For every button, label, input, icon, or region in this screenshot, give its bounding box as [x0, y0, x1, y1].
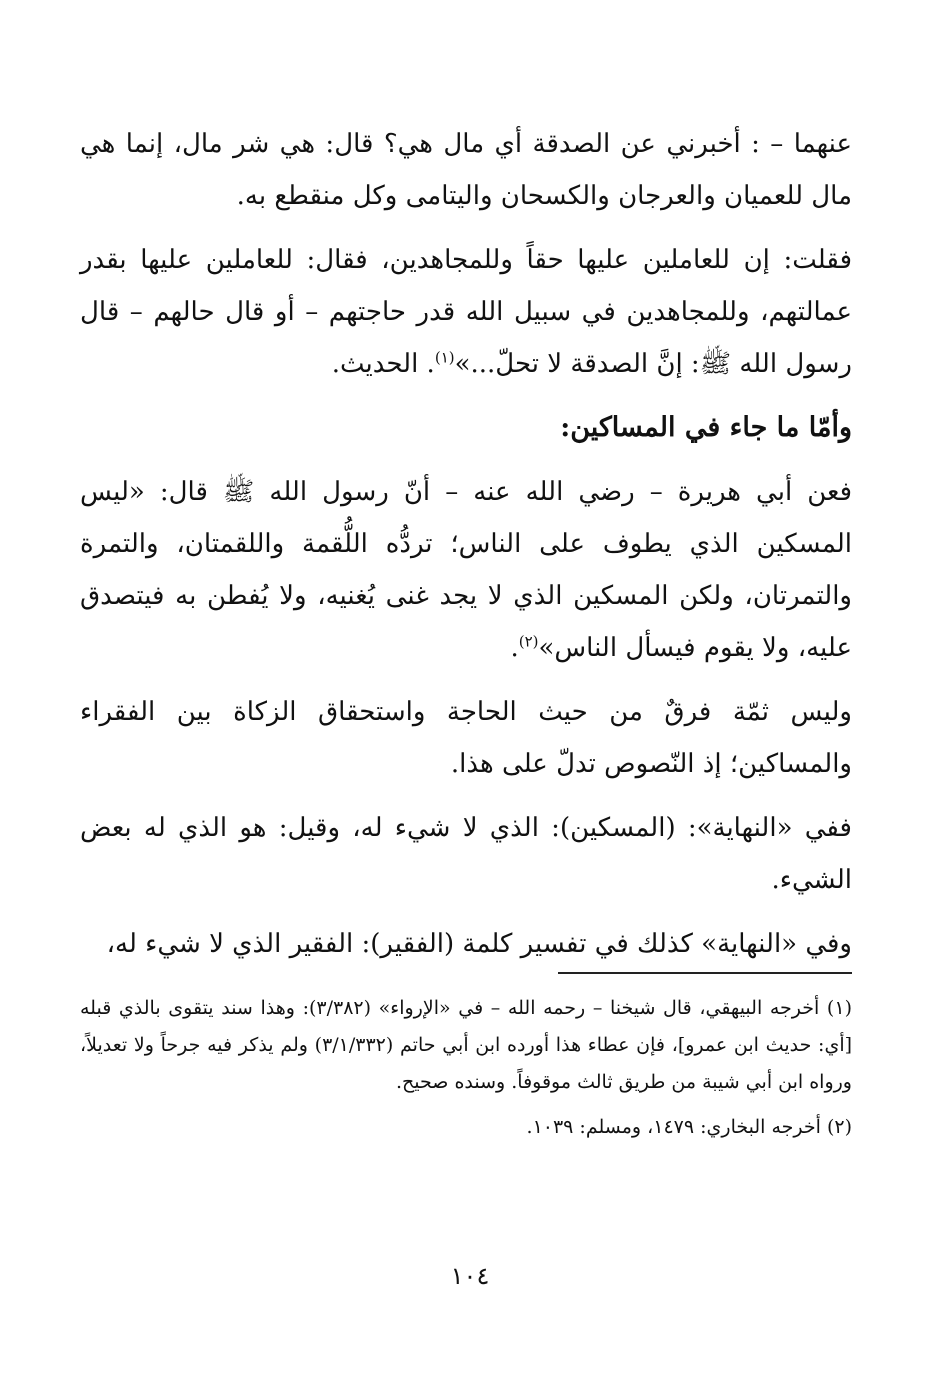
footnotes — [80, 990, 852, 1154]
footnote-2: (٢) أخرجه البخاري: ١٤٧٩، ومسلم: ١٠٣٩. — [526, 1116, 852, 1138]
paragraph-6: وفي «النهاية» كذلك في تفسير كلمة (الفقير): الفقير الذي لا شيء له، — [106, 929, 852, 959]
section-heading: وأمّا ما جاء في المساكين: — [560, 412, 852, 443]
main-text — [80, 118, 852, 982]
paragraph-3-end: . — [510, 633, 519, 663]
paragraph-3-text: فعن أبي هريرة – رضي الله عنه – أنّ رسول الله ﷺ قال: «ليس المسكين الذي يطوف على الناس؛ تردُّه اللُّقمة واللقمتان، والتمرة والتمرتان، ولكن المسكين الذي لا يجد غنى يُغنيه، ولا يُفطن به فيتصدق عليه، ولا يقوم فيسأل الناس» — [80, 477, 852, 663]
paragraph-4: وليس ثمّة فرقٌ من حيث الحاجة واستحقاق الزكاة بين الفقراء والمساكين؛ إذ النّصوص تدلّ على هذا. — [80, 697, 852, 779]
paragraph-2-end: . الحديث. — [331, 349, 435, 379]
paragraph-3 — [80, 466, 852, 674]
footnote-1: (١) أخرجه البيهقي، قال شيخنا – رحمه الله – في «الإرواء» (٣/٣٨٢): وهذا سند يتقوى بالذي قبله [أي: حديث ابن عمرو]، فإن عطاء هذا أورده ابن أبي حاتم (٣/١/٣٣٢) ولم يذكر فيه جرحاً ولا تعديلاً، ورواه ابن أبي شيبة من طريق ثالث موقوفاً. وسنده صحيح. — [80, 997, 853, 1093]
footnote-divider — [558, 972, 852, 974]
page-number: ١٠٤ — [450, 1262, 490, 1290]
paragraph-2-text: فقلت: إن للعاملين عليها حقاً وللمجاهدين، فقال: للعاملين عليها بقدر عمالتهم، وللمجاهدين في سبيل الله قدر حاجتهم – أو قال حالهم – قال رسول الله ﷺ: إنَّ الصدقة لا تحلّ...» — [80, 245, 852, 379]
footnote-ref-1: (١) — [434, 348, 455, 367]
paragraph-2 — [80, 234, 852, 390]
paragraph-5: ففي «النهاية»: (المسكين): الذي لا شيء له، وقيل: هو الذي له بعض الشيء. — [80, 813, 852, 895]
footnote-ref-2: (٢) — [518, 632, 539, 651]
paragraph-1: عنهما – : أخبرني عن الصدقة أي مال هي؟ قال: هي شر مال، إنما هي مال للعميان والعرجان والكسحان واليتامى وكل منقطع به. — [80, 129, 852, 211]
